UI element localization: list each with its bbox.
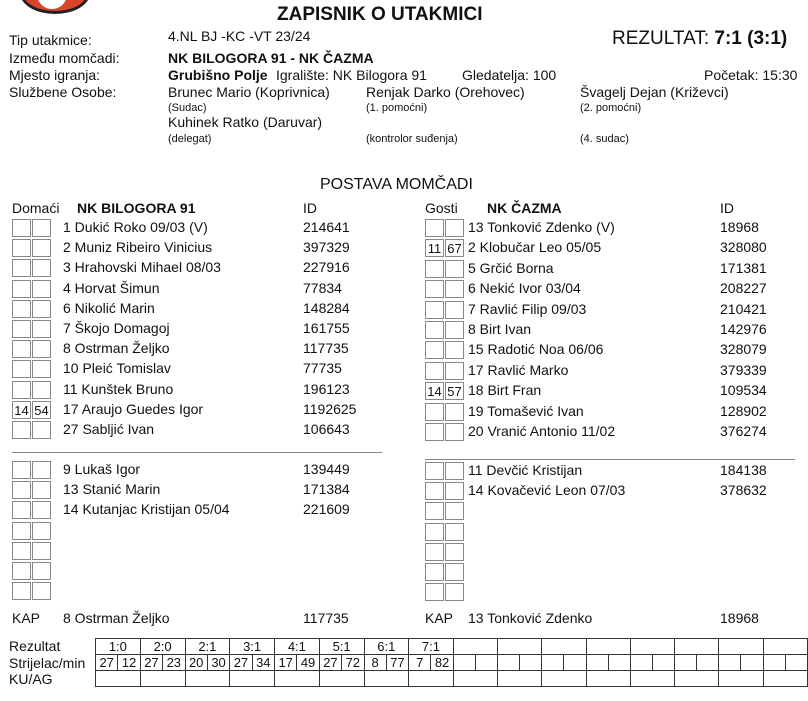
minute-box — [425, 219, 444, 237]
mjesto-value: Grubišno Polje — [168, 67, 268, 83]
player-name: 4 Horvat Šimun — [63, 279, 160, 296]
minute-box — [425, 362, 444, 380]
minute-box — [425, 523, 444, 541]
player-name: 9 Lukaš Igor — [63, 461, 141, 477]
minute-box — [32, 461, 51, 479]
minute-box — [12, 542, 31, 560]
kuag-cell — [364, 671, 409, 687]
minute-box — [12, 340, 31, 358]
score-cell — [498, 639, 542, 655]
home-kap-name: 8 Ostrman Željko — [63, 610, 170, 626]
scorer-cell: 49 — [297, 655, 319, 671]
scorer-cell: 27 — [319, 655, 341, 671]
minute-box — [425, 403, 444, 421]
minute-box — [445, 523, 464, 541]
scorer-cell — [675, 655, 697, 671]
player-id: 184138 — [720, 462, 767, 478]
scorer-cell: 34 — [252, 655, 274, 671]
page-title: ZAPISNIK O UTAKMICI — [277, 4, 483, 25]
igraliste: Igralište: NK Bilogora 91 — [276, 67, 427, 83]
minute-box — [445, 301, 464, 319]
minute-box — [425, 341, 444, 359]
player-name: 1 Dukić Roko 09/03 (V) — [63, 219, 208, 235]
minute-box — [425, 280, 444, 298]
away-kap-id: 18968 — [720, 610, 759, 626]
player-id: 171381 — [720, 259, 767, 276]
scorer-cell: 8 — [364, 655, 386, 671]
scorer-cell — [652, 655, 674, 671]
minute-box — [445, 341, 464, 359]
minute-box — [32, 300, 51, 318]
summary-scorer-row — [96, 655, 808, 671]
result-label: REZULTAT: — [612, 28, 710, 49]
score-cell — [542, 639, 586, 655]
player-id: 196123 — [303, 380, 350, 397]
player-name: 14 Kutanjac Kristijan 05/04 — [63, 501, 230, 518]
official-role: (kontrolor suđenja) — [366, 133, 458, 145]
away-divider — [425, 459, 795, 460]
minute-box — [32, 522, 51, 540]
minute-box — [32, 280, 51, 298]
home-kap-id: 117735 — [303, 610, 349, 626]
player-name: 17 Araujo Guedes Igor — [63, 400, 204, 417]
minute-box — [445, 321, 464, 339]
home-id-header: ID — [303, 200, 317, 216]
player-id: 221609 — [303, 501, 350, 518]
player-name: 2 Muniz Ribeiro Vinicius — [63, 239, 213, 256]
scorer-cell: 27 — [230, 655, 252, 671]
club-logo — [20, 0, 90, 14]
scorer-cell: 20 — [185, 655, 207, 671]
summary-table — [95, 638, 808, 687]
minute-box — [12, 239, 31, 257]
minute-box — [445, 502, 464, 520]
minute-box — [12, 280, 31, 298]
player-id: 208227 — [720, 280, 767, 297]
scorer-cell — [785, 655, 807, 671]
score-cell: 6:1 — [364, 639, 409, 655]
minute-box: 14 — [425, 382, 444, 400]
minute-box — [12, 582, 31, 600]
scorer-cell — [741, 655, 763, 671]
player-id: 106643 — [303, 421, 350, 437]
izmedju-label: Između momčadi: — [9, 50, 120, 66]
scorer-cell — [719, 655, 741, 671]
izmedju-value: NK BILOGORA 91 - NK ČAZMA — [168, 50, 374, 66]
player-id: 397329 — [303, 239, 350, 256]
minute-box — [32, 320, 51, 338]
official-name: Švagelj Dejan (Križevci) — [580, 84, 729, 100]
minute-box — [32, 582, 51, 600]
player-id: 378632 — [720, 482, 767, 499]
minute-box: 11 — [425, 239, 444, 257]
player-id: 328080 — [720, 239, 767, 256]
player-name: 15 Radotić Noa 06/06 — [468, 341, 604, 358]
scorer-cell — [586, 655, 608, 671]
player-id: 128902 — [720, 402, 767, 419]
player-name: 7 Ravlić Filip 09/03 — [468, 300, 587, 317]
kuag-cell — [96, 671, 141, 687]
result — [612, 28, 787, 50]
minute-box: 57 — [445, 382, 464, 400]
scorer-cell: 82 — [431, 655, 453, 671]
player-name: 18 Birt Fran — [468, 382, 542, 399]
player-name: 13 Tonković Zdenko (V) — [468, 219, 615, 235]
player-name: 8 Birt Ivan — [468, 321, 532, 337]
kuag-cell — [319, 671, 364, 687]
minute-box — [445, 482, 464, 500]
minute-box — [445, 260, 464, 278]
minute-box — [445, 219, 464, 237]
player-name: 19 Tomašević Ivan — [468, 402, 584, 419]
summary-kuag-row — [96, 671, 808, 687]
minute-box — [32, 340, 51, 358]
tip-label: Tip utakmice: — [9, 32, 92, 48]
score-cell: 7:1 — [409, 639, 454, 655]
minute-box — [32, 421, 51, 439]
away-team: NK ČAZMA — [487, 200, 562, 216]
minute-box — [445, 280, 464, 298]
minute-box — [32, 481, 51, 499]
player-name: 6 Nikolić Marin — [63, 299, 155, 316]
player-name: 7 Škojo Domagoj — [63, 320, 170, 336]
minute-box — [425, 301, 444, 319]
official-name: Renjak Darko (Orehovec) — [366, 84, 525, 100]
player-name: 10 Pleić Tomislav — [63, 360, 171, 377]
scorer-cell: 17 — [275, 655, 297, 671]
player-name: 5 Grčić Borna — [468, 259, 554, 276]
player-name: 3 Hrahovski Mihael 08/03 — [63, 259, 221, 276]
minute-box — [12, 219, 31, 237]
scorer-cell: 27 — [96, 655, 118, 671]
scorer-cell — [542, 655, 564, 671]
scorer-cell — [564, 655, 586, 671]
minute-box — [12, 300, 31, 318]
minute-box — [425, 543, 444, 561]
minute-box — [32, 542, 51, 560]
score-cell: 2:0 — [140, 639, 185, 655]
player-id: 379339 — [720, 361, 767, 378]
player-id: 77735 — [303, 360, 342, 377]
scorer-cell — [498, 655, 520, 671]
minute-box — [425, 583, 444, 601]
postava-heading: POSTAVA MOMČADI — [320, 176, 473, 193]
minute-box — [425, 462, 444, 480]
minute-box: 54 — [32, 401, 51, 419]
minute-box — [32, 562, 51, 580]
kuag-cell — [275, 671, 320, 687]
minute-box — [425, 260, 444, 278]
scorer-cell: 12 — [118, 655, 140, 671]
kuag-label: KU/AG — [9, 671, 53, 687]
player-id: 109534 — [720, 382, 767, 399]
player-name: 8 Ostrman Željko — [63, 340, 170, 357]
minute-box — [425, 321, 444, 339]
osobe-label: Službene Osobe: — [9, 84, 117, 100]
minute-box — [32, 259, 51, 277]
player-id: 1192625 — [303, 400, 357, 417]
player-id: 117735 — [303, 340, 349, 357]
player-id: 210421 — [720, 300, 767, 317]
home-label: Domaći — [12, 200, 60, 216]
rezultat-label: Rezultat — [9, 638, 61, 654]
official-name: Brunec Mario (Koprivnica) — [168, 84, 330, 100]
kuag-cell — [409, 671, 454, 687]
player-id: 171384 — [303, 481, 350, 498]
minute-box — [12, 461, 31, 479]
player-name: 11 Devčić Kristijan — [468, 462, 583, 478]
minute-box — [445, 543, 464, 561]
minute-box — [425, 482, 444, 500]
player-id: 214641 — [303, 219, 350, 235]
minute-box — [12, 320, 31, 338]
kuag-cell — [586, 671, 630, 687]
minute-box — [12, 562, 31, 580]
minute-box — [12, 259, 31, 277]
player-id: 227916 — [303, 259, 350, 276]
scorer-cell — [453, 655, 475, 671]
player-name: 27 Sabljić Ivan — [63, 421, 155, 437]
scorer-cell — [475, 655, 497, 671]
away-kap-label: KAP — [425, 610, 454, 626]
official-role: (4. sudac) — [580, 133, 629, 145]
minute-box — [425, 423, 444, 441]
score-cell: 2:1 — [185, 639, 230, 655]
away-kap-name: 13 Tonković Zdenko — [468, 610, 593, 626]
kuag-cell — [542, 671, 586, 687]
away-id-header: ID — [720, 200, 734, 216]
score-cell — [763, 639, 808, 655]
official-role: (Sudac) — [168, 102, 207, 114]
minute-box — [12, 481, 31, 499]
minute-box — [12, 421, 31, 439]
player-name: 14 Kovačević Leon 07/03 — [468, 482, 626, 499]
tip-value: 4.NL BJ -KC -VT 23/24 — [168, 28, 311, 44]
minute-box — [32, 501, 51, 519]
minute-box — [12, 501, 31, 519]
score-cell: 1:0 — [96, 639, 141, 655]
minute-box — [32, 219, 51, 237]
kuag-cell — [185, 671, 230, 687]
scorer-cell: 23 — [163, 655, 185, 671]
minute-box — [32, 360, 51, 378]
kuag-cell — [763, 671, 808, 687]
player-id: 148284 — [303, 299, 350, 316]
score-cell — [630, 639, 674, 655]
result-value: 7:1 (3:1) — [714, 28, 788, 49]
kuag-cell — [498, 671, 542, 687]
home-divider — [12, 452, 382, 453]
player-name: 2 Klobučar Leo 05/05 — [468, 239, 602, 256]
player-id: 139449 — [303, 461, 350, 477]
minute-box — [32, 381, 51, 399]
score-cell: 5:1 — [319, 639, 364, 655]
minute-box — [425, 563, 444, 581]
minute-box — [445, 462, 464, 480]
minute-box — [32, 239, 51, 257]
player-name: 6 Nekić Ivor 03/04 — [468, 280, 581, 297]
minute-box — [445, 362, 464, 380]
gledatelja: Gledatelja: 100 — [462, 67, 557, 83]
pocetak: Početak: 15:30 — [704, 67, 798, 83]
scorer-cell — [520, 655, 542, 671]
player-name: 11 Kunštek Bruno — [63, 380, 174, 397]
minute-box — [445, 403, 464, 421]
minute-box — [445, 563, 464, 581]
player-id: 161755 — [303, 320, 350, 336]
minute-box — [425, 502, 444, 520]
player-name: 20 Vranić Antonio 11/02 — [468, 423, 616, 439]
score-cell — [675, 639, 719, 655]
minute-box — [12, 360, 31, 378]
kuag-cell — [630, 671, 674, 687]
score-cell: 4:1 — [275, 639, 320, 655]
official-role: (2. pomoćni) — [580, 102, 642, 114]
score-cell — [719, 639, 763, 655]
player-id: 142976 — [720, 321, 767, 337]
mjesto-label: Mjesto igranja: — [9, 67, 101, 83]
scorer-cell: 27 — [140, 655, 162, 671]
score-cell — [453, 639, 497, 655]
score-cell — [586, 639, 630, 655]
minute-box — [445, 583, 464, 601]
minute-box — [12, 522, 31, 540]
official-role: (delegat) — [168, 133, 212, 145]
player-id: 77834 — [303, 279, 342, 296]
minute-box: 14 — [12, 401, 31, 419]
player-name: 13 Stanić Marin — [63, 481, 161, 498]
scorer-cell: 30 — [207, 655, 229, 671]
scorer-cell: 7 — [409, 655, 431, 671]
player-id: 18968 — [720, 219, 759, 235]
official-role: (1. pomoćni) — [366, 102, 428, 114]
minute-box: 67 — [445, 239, 464, 257]
kuag-cell — [453, 671, 497, 687]
scorer-cell — [697, 655, 719, 671]
official-name: Kuhinek Ratko (Daruvar) — [168, 114, 323, 130]
home-team: NK BILOGORA 91 — [77, 200, 196, 216]
minute-box — [12, 381, 31, 399]
summary-score-row — [96, 639, 808, 655]
kuag-cell — [719, 671, 763, 687]
minute-box — [445, 423, 464, 441]
player-id: 376274 — [720, 423, 767, 439]
kuag-cell — [230, 671, 275, 687]
scorer-cell: 77 — [386, 655, 408, 671]
strijelac-label: Strijelac/min — [9, 655, 86, 671]
player-name: 17 Ravlić Marko — [468, 361, 569, 378]
player-id: 328079 — [720, 341, 767, 358]
score-cell: 3:1 — [230, 639, 275, 655]
home-kap-label: KAP — [12, 610, 41, 626]
kuag-cell — [675, 671, 719, 687]
scorer-cell — [608, 655, 630, 671]
scorer-cell — [763, 655, 785, 671]
kuag-cell — [140, 671, 185, 687]
away-label: Gosti — [425, 200, 458, 216]
scorer-cell — [630, 655, 652, 671]
scorer-cell: 72 — [342, 655, 364, 671]
